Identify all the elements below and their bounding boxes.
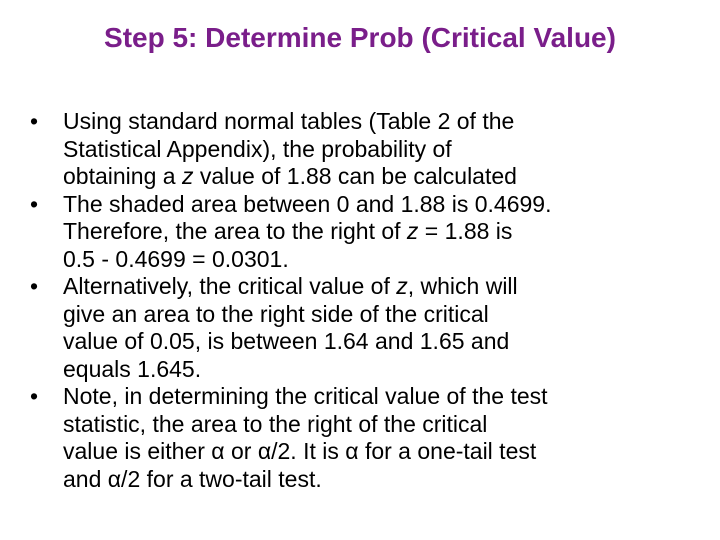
bullet-line: value of 0.05, is between 1.64 and 1.65 and xyxy=(63,328,510,354)
bullet-line: and α/2 for a two-tail test. xyxy=(63,465,322,492)
bullet-line: Therefore, the area to the right of z = 1.88 is xyxy=(63,218,513,244)
bullet-line: Alternatively, the critical value of z, which will xyxy=(63,273,518,299)
bullet-line: 0.5 - 0.4699 = 0.0301. xyxy=(63,245,289,272)
bullet-item xyxy=(30,273,680,383)
variable-z: z xyxy=(396,273,408,299)
bullet-line: Using standard normal tables (Table 2 of the xyxy=(63,108,515,134)
bullet-line: statistic, the area to the right of the critical xyxy=(63,410,488,437)
bullet-line: The shaded area between 0 and 1.88 is 0.4699. xyxy=(63,190,552,217)
bullet-item xyxy=(30,108,680,191)
bullet-item xyxy=(30,383,680,493)
bullet-line: equals 1.645. xyxy=(63,355,202,382)
bullet-line: Note, in determining the critical value of the test xyxy=(63,383,548,409)
bullet-text xyxy=(63,191,680,274)
bullet-line: give an area to the right side of the critical xyxy=(63,300,489,327)
variable-z: z xyxy=(181,163,194,189)
bullet-marker: • xyxy=(30,108,39,134)
bullet-marker: • xyxy=(30,190,39,217)
bullet-marker: • xyxy=(30,383,39,409)
bullet-text xyxy=(63,108,680,191)
bullet-text xyxy=(63,273,680,383)
bullet-line: Statistical Appendix), the probability of xyxy=(63,135,452,162)
bullet-list xyxy=(30,108,680,493)
variable-z: z xyxy=(406,218,419,244)
bullet-text xyxy=(63,383,680,493)
slide-title: Step 5: Determine Prob (Critical Value) xyxy=(104,22,616,53)
bullet-line: value is either α or α/2. It is α for a one-tail test xyxy=(63,438,537,464)
bullet-marker: • xyxy=(30,273,39,299)
bullet-line: obtaining a z value of 1.88 can be calculated xyxy=(63,163,517,189)
bullet-item xyxy=(30,191,680,274)
